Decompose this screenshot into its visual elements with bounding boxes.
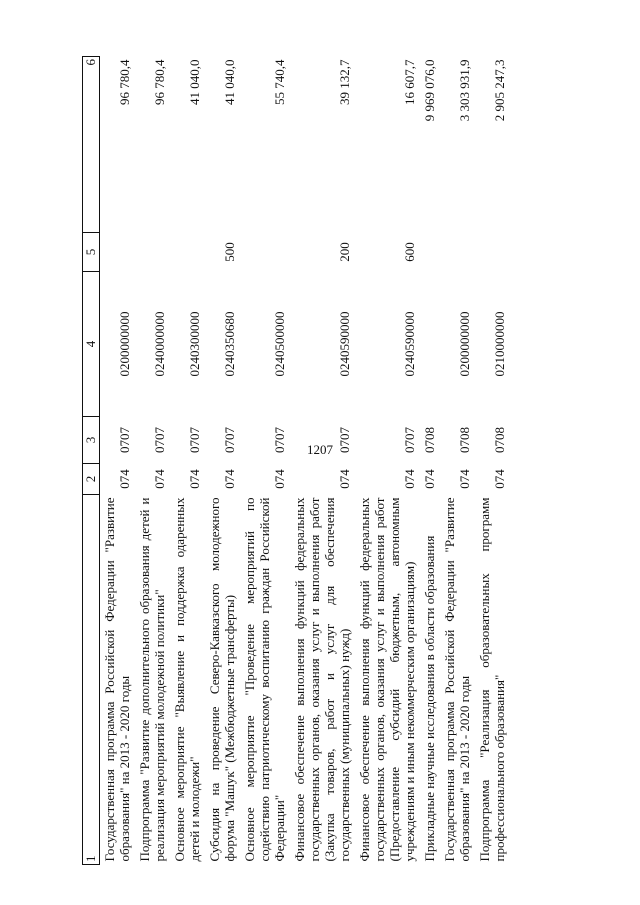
row-code-4: 0240350680 bbox=[222, 311, 237, 377]
table-row bbox=[135, 57, 170, 865]
row-code-3: 0708 bbox=[457, 427, 472, 453]
header-col-6: 6 bbox=[83, 57, 100, 233]
row-code-5: 500 bbox=[222, 242, 237, 262]
row-code-4 bbox=[420, 272, 440, 417]
table-row bbox=[420, 57, 440, 865]
table-row bbox=[440, 57, 475, 865]
row-code-3: 0707 bbox=[187, 427, 202, 453]
row-code-4: 0240590000 bbox=[337, 311, 352, 377]
header-row bbox=[83, 57, 100, 865]
row-name: Финансовое обеспечение выполнения функций федеральных государственных органов, оказания услуг и выполнения работ (Предоставление субсидий бюджетным, автономным учреждениям и иным некоммерческим организациям) bbox=[357, 497, 417, 862]
row-code-3: 0708 bbox=[492, 427, 507, 453]
row-amount: 96 780,4 bbox=[152, 59, 167, 105]
row-code-2: 074 bbox=[187, 469, 202, 489]
row-code-3: 0707 bbox=[222, 427, 237, 453]
row-code-4: 0200000000 bbox=[457, 311, 472, 377]
table-row bbox=[170, 57, 205, 865]
row-code-2: 074 bbox=[457, 469, 472, 489]
row-code-4: 0210000000 bbox=[492, 311, 507, 377]
row-code-5 bbox=[420, 233, 440, 272]
row-code-2: 074 bbox=[337, 469, 352, 489]
row-amount: 2 905 247,3 bbox=[492, 59, 507, 122]
row-code-4: 0200000000 bbox=[117, 311, 132, 377]
row-code-4: 0240000000 bbox=[152, 311, 167, 377]
row-amount: 41 040,0 bbox=[222, 59, 237, 105]
row-name: Прикладные научные исследования в области образования bbox=[422, 535, 437, 862]
budget-table bbox=[82, 56, 510, 865]
row-code-5 bbox=[475, 233, 510, 272]
header-col-2: 2 bbox=[83, 464, 100, 495]
row-code-5 bbox=[100, 233, 136, 272]
row-code-5 bbox=[170, 233, 205, 272]
row-code-4: 0240590000 bbox=[402, 311, 417, 377]
row-code-5 bbox=[135, 233, 170, 272]
row-name: Государственная программа Российской Федерации "Развитие образования" на 2013 - 2020 годы bbox=[442, 497, 472, 862]
row-name: Субсидия на проведение Северо-Кавказского молодежного форума "Машук" (Межбюджетные трансферты) bbox=[207, 497, 237, 862]
row-code-3: 0707 bbox=[152, 427, 167, 453]
table-row bbox=[100, 57, 136, 865]
table-row bbox=[205, 57, 240, 865]
table-row bbox=[240, 57, 290, 865]
row-code-2: 074 bbox=[222, 469, 237, 489]
header-col-5: 5 bbox=[83, 233, 100, 272]
row-code-3: 0707 bbox=[272, 427, 287, 453]
row-code-3: 0707 bbox=[117, 427, 132, 453]
row-amount: 16 607,7 bbox=[402, 59, 417, 105]
row-amount: 55 740,4 bbox=[272, 59, 287, 105]
row-code-2: 074 bbox=[152, 469, 167, 489]
row-code-5 bbox=[440, 233, 475, 272]
rotated-budget-table bbox=[82, 59, 592, 865]
header-col-4: 4 bbox=[83, 272, 100, 417]
row-name: Финансовое обеспечение выполнения функций федеральных государственных органов, оказания услуг и выполнения работ (Закупка товаров, работ и услуг для обеспечения государственных (муниципальных) нужд) bbox=[292, 497, 352, 862]
row-amount: 41 040,0 bbox=[187, 59, 202, 105]
row-amount: 3 303 931,9 bbox=[457, 59, 472, 122]
row-name: Основное мероприятие "Проведение мероприятий по содействию патриотическому воспитанию граждан Российской Федерации" bbox=[242, 497, 287, 862]
row-code-2: 074 bbox=[272, 469, 287, 489]
table-row bbox=[475, 57, 510, 865]
row-amount: 9 969 076,0 bbox=[422, 59, 437, 122]
row-code-2: 074 bbox=[117, 469, 132, 489]
table-row bbox=[355, 57, 420, 865]
row-code-4: 0240500000 bbox=[272, 311, 287, 377]
row-code-4: 0240300000 bbox=[187, 311, 202, 377]
row-code-2: 074 bbox=[402, 469, 417, 489]
row-name: Подпрограмма "Реализация образовательных программ профессионального образования" bbox=[477, 497, 507, 862]
row-code-3: 0708 bbox=[422, 427, 437, 453]
header-col-3: 3 bbox=[83, 417, 100, 464]
row-name: Основное мероприятие "Выявление и поддержка одаренных детей и молодежи" bbox=[172, 497, 202, 862]
row-code-5: 600 bbox=[402, 242, 417, 262]
header-col-1: 1 bbox=[83, 495, 100, 865]
row-name: Государственная программа Российской Федерации "Развитие образования" на 2013 - 2020 годы bbox=[102, 497, 132, 862]
row-code-2: 074 bbox=[492, 469, 507, 489]
row-code-3: 0707 bbox=[337, 427, 352, 453]
row-code-5 bbox=[240, 233, 290, 272]
row-name: Подпрограмма "Развитие дополнительного образования детей и реализация мероприятий молодежной политики" bbox=[137, 497, 167, 862]
row-amount: 39 132,7 bbox=[337, 59, 352, 105]
row-code-3: 0707 bbox=[402, 427, 417, 453]
row-amount: 96 780,4 bbox=[117, 59, 132, 105]
table-row bbox=[290, 57, 355, 865]
row-code-2: 074 bbox=[422, 469, 437, 489]
row-code-5: 200 bbox=[337, 242, 352, 262]
page-number: 1207 bbox=[307, 442, 333, 457]
